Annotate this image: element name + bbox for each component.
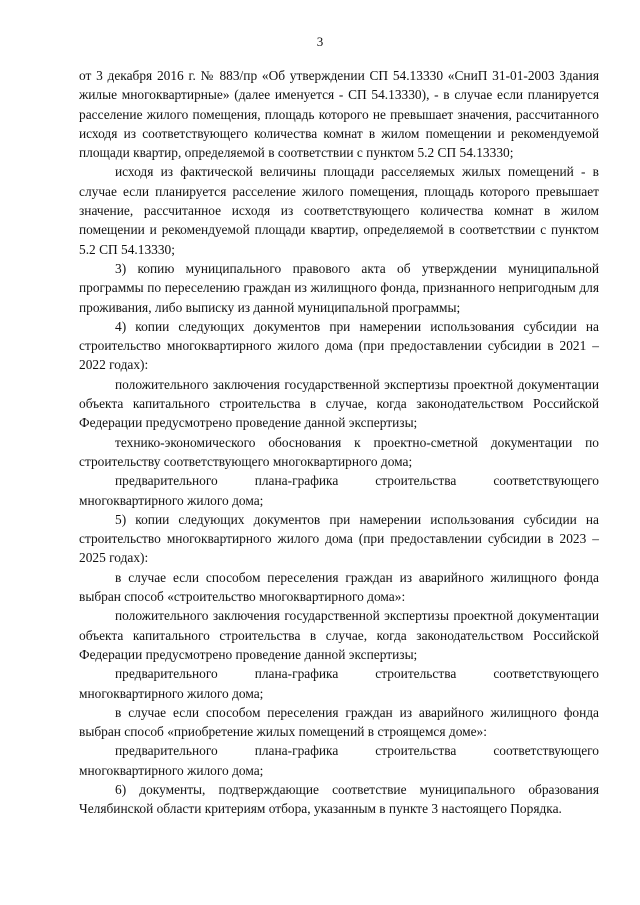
paragraph-4: 4) копии следующих документов при намерении использования субсидии на строительство многоквартирного жилого дома (при предоставлении субсидии в 2021 – 2022 годах): [79,318,599,373]
document-body [79,66,599,819]
paragraph-13: предварительного плана-графика строительства соответствующего многоквартирного жилого дома; [79,743,599,778]
page-number: 3 [316,34,324,49]
paragraph-12: в случае если способом переселения граждан из аварийного жилищного фонда выбран способ «приобретение жилых помещений в строящемся доме»: [79,704,599,740]
paragraph-9: в случае если способом переселения граждан из аварийного жилищного фонда выбран способ «строительство многоквартирного дома»: [79,569,599,605]
paragraph-14: 6) документы, подтверждающие соответствие муниципального образования Челябинской области критериям отбора, указанным в пункте 3 настоящего Порядка. [79,781,599,817]
paragraph-2: исходя из фактической величины площади расселяемых жилых помещений - в случае если планируется расселение жилого помещения, площадь которого превышает значение, рассчитанное исходя из соответствующего количества комнат в жилом помещении и рекомендуемой площади квартир, определяемой в соответствии с пунктом 5.2 СП 54.13330; [79,164,599,257]
paragraph-7: предварительного плана-графика строительства соответствующего многоквартирного жилого дома; [79,473,599,508]
paragraph-5: положительного заключения государственной экспертизы проектной документации объекта капитального строительства в случае, когда законодательством Российской Федерации предусмотрено проведение данной экспертизы; [79,376,599,431]
paragraph-10: положительного заключения государственной экспертизы проектной документации объекта капитального строительства в случае, когда законодательством Российской Федерации предусмотрено проведение данной экспертизы; [79,608,599,662]
paragraph-6: технико-экономического обоснования к проектно-сметной документации по строительству соответствующего многоквартирного дома; [79,434,599,469]
paragraph-8: 5) копии следующих документов при намерении использования субсидии на строительство многоквартирного жилого дома (при предоставлении субсидии в 2023 – 2025 годах): [79,511,599,566]
paragraph-1: от 3 декабря 2016 г. № 883/пр «Об утверждении СП 54.13330 «СниП 31-01-2003 Здания жилые многоквартирные» (далее именуется - СП 54.13330), - в случае если планируется расселение жилого помещения, площадь которого не превышает значения, рассчитанного исходя из соответствующего количества комнат в жилом помещении и рекомендуемой площади квартир, определяемой в соответствии с пунктом 5.2 СП 54.13330; [79,68,599,161]
paragraph-3: 3) копию муниципального правового акта об утверждении муниципальной программы по переселению граждан из жилищного фонда, признанного непригодным для проживания, либо выписку из данной муниципальной программы; [79,260,599,315]
paragraph-11: предварительного плана-графика строительства соответствующего многоквартирного жилого дома; [79,666,599,701]
